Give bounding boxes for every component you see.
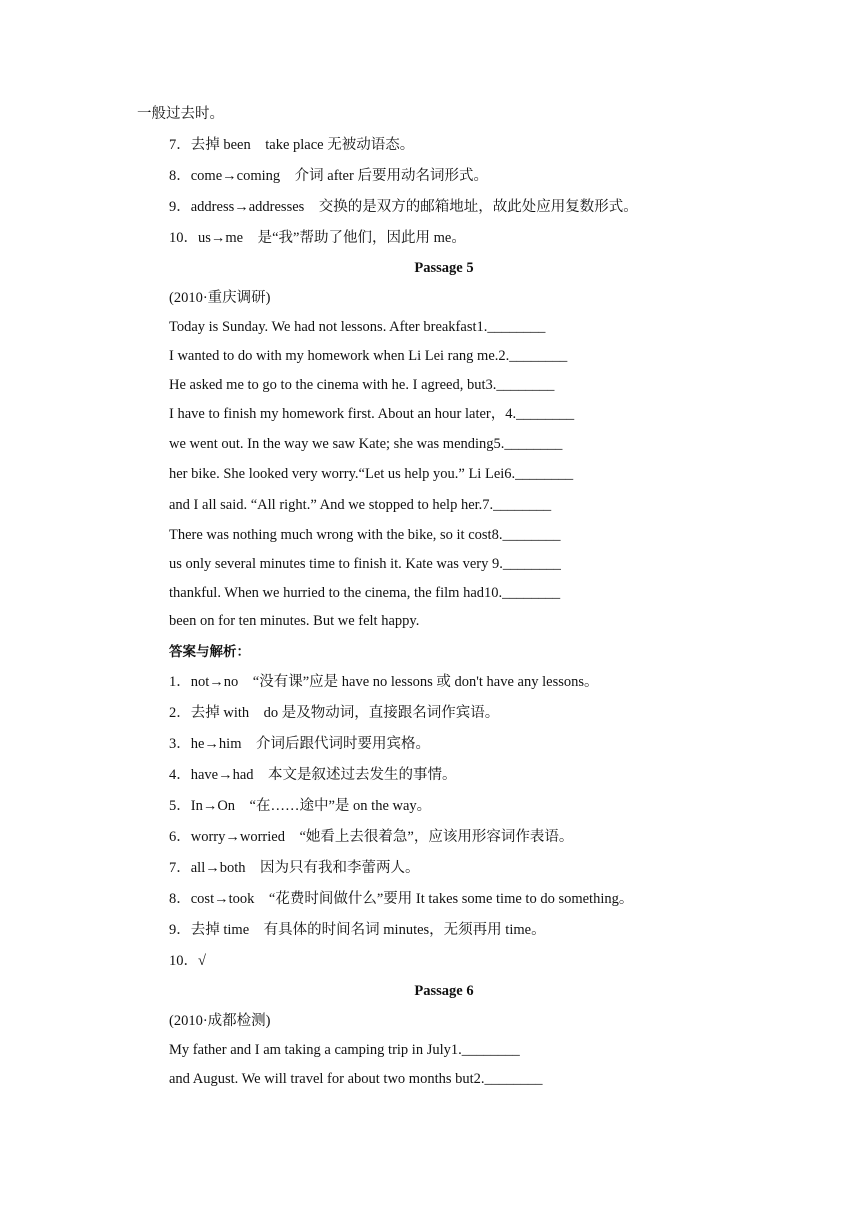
answers-heading: 答案与解析： (169, 644, 250, 660)
passage6-title: Passage 6 (414, 983, 474, 999)
passage5-text-line: her bike. She looked very worry.“Let us help you.” Li Lei6.________ (169, 466, 574, 482)
passage5-title: Passage 5 (414, 260, 474, 276)
answer-line: 6．worry→worried “她看上去很着急”，应该用形容词作表语。 (169, 829, 574, 845)
passage5-source: (2010·重庆调研) (169, 290, 271, 306)
passage5-text-line: I wanted to do with my homework when Li Lei rang me.2.________ (169, 348, 568, 364)
answer-line: 3．he→him 介词后跟代词时要用宾格。 (169, 736, 430, 752)
prev-answer-line-10: 10．us→me 是“我”帮助了他们，因此用 me。 (169, 230, 466, 246)
answer-line: 7．all→both 因为只有我和李蕾两人。 (169, 860, 420, 876)
passage5-text-line: There was nothing much wrong with the bike, so it cost8.________ (169, 527, 561, 543)
prev-answer-line-6: 一般过去时。 (137, 106, 224, 122)
passage6-text-line: My father and I am taking a camping trip in July1.________ (169, 1042, 520, 1058)
passage5-text-line: I have to finish my homework first. About an hour later，4.________ (169, 406, 575, 422)
answer-line: 1．not→no “没有课”应是 have no lessons 或 don't have any lessons。 (169, 674, 599, 690)
passage5-text-line: thankful. When we hurried to the cinema, the film had10.________ (169, 585, 561, 601)
answer-line: 10．√ (169, 953, 206, 969)
answer-line: 9．去掉 time 有具体的时间名词 minutes，无须再用 time。 (169, 922, 546, 938)
answer-line: 2．去掉 with do 是及物动词，直接跟名词作宾语。 (169, 705, 500, 721)
passage5-text-line: He asked me to go to the cinema with he. I agreed, but3.________ (169, 377, 555, 393)
answer-line: 8．cost→took “花费时间做什么”要用 It takes some time to do something。 (169, 891, 634, 907)
prev-answer-line-9: 9．address→addresses 交换的是双方的邮箱地址，故此处应用复数形式。 (169, 199, 638, 215)
passage5-text-line: been on for ten minutes. But we felt happy. (169, 613, 420, 629)
passage5-text-line: us only several minutes time to finish it. Kate was very 9.________ (169, 556, 561, 572)
answer-line: 5．In→On “在……途中”是 on the way。 (169, 798, 432, 814)
passage5-text-line: and I all said. “All right.” And we stopped to help her.7.________ (169, 497, 552, 513)
passage6-text-line: and August. We will travel for about two months but2.________ (169, 1071, 543, 1087)
answer-line: 4．have→had 本文是叙述过去发生的事情。 (169, 767, 457, 783)
prev-answer-line-8: 8．come→coming 介词 after 后要用动名词形式。 (169, 168, 488, 184)
passage5-text-line: we went out. In the way we saw Kate; she was mending5.________ (169, 436, 563, 452)
passage6-source: (2010·成都检测) (169, 1013, 271, 1029)
passage5-text-line: Today is Sunday. We had not lessons. After breakfast1.________ (169, 319, 546, 335)
prev-answer-line-7: 7．去掉 been take place 无被动语态。 (169, 137, 415, 153)
